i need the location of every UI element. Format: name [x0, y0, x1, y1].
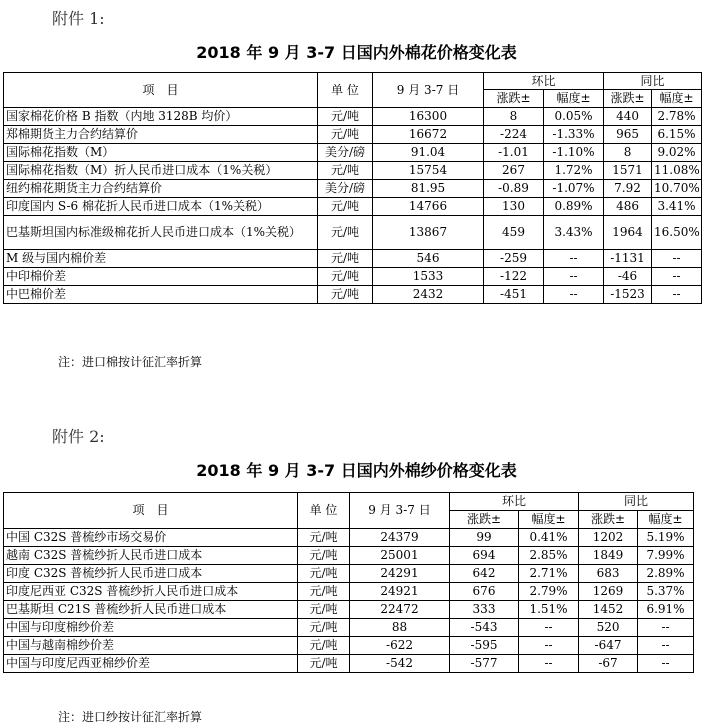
row-item-name: M 级与国内棉价差 [4, 250, 318, 268]
row-unit: 元/吨 [298, 655, 350, 673]
row-yoy-pct: -- [638, 655, 694, 673]
row-price: 25001 [350, 547, 450, 565]
header-mom-change: 涨跌± [484, 90, 544, 108]
row-mom-change: 267 [484, 162, 544, 180]
row-mom-change: 694 [450, 547, 519, 565]
row-yoy-pct: -- [652, 268, 702, 286]
row-yoy-pct: -- [638, 637, 694, 655]
row-yoy-pct: 10.70% [652, 180, 702, 198]
row-unit: 元/吨 [318, 126, 373, 144]
row-unit: 元/吨 [298, 583, 350, 601]
row-yoy-pct: 5.37% [638, 583, 694, 601]
row-item-name: 郑棉期货主力合约结算价 [4, 126, 318, 144]
row-yoy-pct: -- [652, 286, 702, 304]
table-row [4, 180, 702, 198]
row-unit: 元/吨 [298, 601, 350, 619]
header-date: 9 月 3-7 日 [350, 493, 450, 529]
cotton-table-body [4, 108, 702, 304]
row-item-name: 中印棉价差 [4, 268, 318, 286]
row-price: 546 [373, 250, 484, 268]
header-yoy-change: 涨跌± [579, 511, 638, 529]
attachment-2-label: 附件 2: [52, 427, 105, 446]
row-item-name: 巴基斯坦 C21S 普梳纱折人民币进口成本 [4, 601, 298, 619]
row-yoy-change: -1523 [604, 286, 652, 304]
row-yoy-change: 965 [604, 126, 652, 144]
row-yoy-change: 1964 [604, 216, 652, 250]
row-mom-change: -1.01 [484, 144, 544, 162]
row-mom-pct: -1.10% [544, 144, 604, 162]
row-unit: 美分/磅 [318, 144, 373, 162]
row-yoy-change: 1849 [579, 547, 638, 565]
row-mom-pct: -- [544, 268, 604, 286]
cotton-table-note: 注：进口棉按计征汇率折算 [58, 355, 203, 369]
row-mom-change: -451 [484, 286, 544, 304]
yarn-table-body [4, 529, 694, 673]
row-mom-pct: -- [519, 655, 579, 673]
row-yoy-change: 8 [604, 144, 652, 162]
row-yoy-change: -46 [604, 268, 652, 286]
row-price: 1533 [373, 268, 484, 286]
table-row [4, 619, 694, 637]
row-price: 22472 [350, 601, 450, 619]
row-yoy-change: 1202 [579, 529, 638, 547]
row-yoy-pct: 2.78% [652, 108, 702, 126]
yarn-table-title: 2018 年 9 月 3-7 日国内外棉纱价格变化表 [196, 461, 517, 480]
row-mom-change: 130 [484, 198, 544, 216]
header-mom: 环比 [450, 493, 579, 511]
row-yoy-pct: 5.19% [638, 529, 694, 547]
row-yoy-change: 440 [604, 108, 652, 126]
row-price: -542 [350, 655, 450, 673]
row-price: 88 [350, 619, 450, 637]
row-mom-pct: 2.79% [519, 583, 579, 601]
row-price: 81.95 [373, 180, 484, 198]
row-yoy-change: -1131 [604, 250, 652, 268]
row-mom-change: -259 [484, 250, 544, 268]
row-unit: 元/吨 [318, 108, 373, 126]
row-yoy-change: 1452 [579, 601, 638, 619]
row-mom-pct: -- [519, 637, 579, 655]
cotton-price-table [3, 72, 702, 304]
row-price: 13867 [373, 216, 484, 250]
table-row [4, 637, 694, 655]
row-item-name: 国家棉花价格 B 指数（内地 3128B 均价） [4, 108, 318, 126]
row-yoy-change: 1571 [604, 162, 652, 180]
row-item-name: 国际棉花指数（M）折人民币进口成本（1%关税） [4, 162, 318, 180]
row-unit: 元/吨 [298, 565, 350, 583]
yarn-table-note: 注：进口纱按计征汇率折算 [58, 710, 203, 724]
table-row [4, 162, 702, 180]
row-mom-change: -122 [484, 268, 544, 286]
row-item-name: 国际棉花指数（M） [4, 144, 318, 162]
row-item-name: 中国 C32S 普梳纱市场交易价 [4, 529, 298, 547]
row-mom-pct: 0.05% [544, 108, 604, 126]
row-mom-change: -595 [450, 637, 519, 655]
row-item-name: 印度国内 S-6 棉花折人民币进口成本（1%关税） [4, 198, 318, 216]
row-unit: 元/吨 [298, 637, 350, 655]
cotton-table-title: 2018 年 9 月 3-7 日国内外棉花价格变化表 [196, 43, 517, 62]
row-mom-change: -0.89 [484, 180, 544, 198]
row-mom-change: 99 [450, 529, 519, 547]
table-row [4, 547, 694, 565]
row-yoy-pct: 7.99% [638, 547, 694, 565]
row-yoy-change: -647 [579, 637, 638, 655]
table-row [4, 529, 694, 547]
header-yoy: 同比 [579, 493, 694, 511]
header-unit: 单 位 [298, 493, 350, 529]
row-item-name: 印度尼西亚 C32S 普梳纱折人民币进口成本 [4, 583, 298, 601]
table-row [4, 126, 702, 144]
table-row [4, 583, 694, 601]
row-yoy-pct: 6.91% [638, 601, 694, 619]
yarn-price-table [3, 492, 694, 673]
row-yoy-change: -67 [579, 655, 638, 673]
header-yoy-change: 涨跌± [604, 90, 652, 108]
row-mom-pct: 2.85% [519, 547, 579, 565]
row-yoy-change: 1269 [579, 583, 638, 601]
row-price: 15754 [373, 162, 484, 180]
row-price: 16300 [373, 108, 484, 126]
header-yoy-pct: 幅度± [638, 511, 694, 529]
row-yoy-pct: 6.15% [652, 126, 702, 144]
table-row [4, 268, 702, 286]
row-item-name: 中国与印度尼西亚棉纱价差 [4, 655, 298, 673]
row-unit: 元/吨 [318, 198, 373, 216]
row-unit: 元/吨 [298, 547, 350, 565]
table-row [4, 655, 694, 673]
row-item-name: 印度 C32S 普梳纱折人民币进口成本 [4, 565, 298, 583]
row-mom-change: 333 [450, 601, 519, 619]
row-yoy-change: 486 [604, 198, 652, 216]
header-item: 项 目 [4, 73, 318, 108]
table-row [4, 250, 702, 268]
row-mom-change: -577 [450, 655, 519, 673]
row-price: 2432 [373, 286, 484, 304]
row-mom-change: 676 [450, 583, 519, 601]
row-mom-change: -224 [484, 126, 544, 144]
header-mom-change: 涨跌± [450, 511, 519, 529]
row-item-name: 巴基斯坦国内标准级棉花折人民币进口成本（1%关税） [4, 216, 318, 250]
row-mom-change: 642 [450, 565, 519, 583]
header-yoy-pct: 幅度± [652, 90, 702, 108]
row-price: -622 [350, 637, 450, 655]
row-yoy-pct: 3.41% [652, 198, 702, 216]
header-yoy: 同比 [604, 73, 702, 90]
row-mom-pct: -1.07% [544, 180, 604, 198]
row-yoy-pct: 2.89% [638, 565, 694, 583]
row-mom-pct: 1.51% [519, 601, 579, 619]
header-unit: 单 位 [318, 73, 373, 108]
row-mom-pct: 2.71% [519, 565, 579, 583]
row-mom-pct: -- [544, 286, 604, 304]
row-unit: 元/吨 [318, 268, 373, 286]
header-item: 项 目 [4, 493, 298, 529]
row-mom-pct: -1.33% [544, 126, 604, 144]
header-mom-pct: 幅度± [544, 90, 604, 108]
attachment-1-label: 附件 1: [52, 9, 105, 28]
row-yoy-change: 520 [579, 619, 638, 637]
row-unit: 元/吨 [298, 619, 350, 637]
row-yoy-pct: 11.08% [652, 162, 702, 180]
table-row [4, 198, 702, 216]
row-mom-change: 8 [484, 108, 544, 126]
row-price: 16672 [373, 126, 484, 144]
row-unit: 元/吨 [318, 162, 373, 180]
header-mom: 环比 [484, 73, 604, 90]
header-mom-pct: 幅度± [519, 511, 579, 529]
row-mom-change: 459 [484, 216, 544, 250]
table-row [4, 601, 694, 619]
row-price: 91.04 [373, 144, 484, 162]
row-mom-pct: 0.41% [519, 529, 579, 547]
row-yoy-pct: -- [638, 619, 694, 637]
row-unit: 元/吨 [298, 529, 350, 547]
row-price: 24379 [350, 529, 450, 547]
row-mom-pct: 3.43% [544, 216, 604, 250]
row-yoy-change: 7.92 [604, 180, 652, 198]
row-mom-pct: -- [544, 250, 604, 268]
header-date: 9 月 3-7 日 [373, 73, 484, 108]
table-row [4, 144, 702, 162]
row-item-name: 纽约棉花期货主力合约结算价 [4, 180, 318, 198]
row-mom-pct: 0.89% [544, 198, 604, 216]
row-unit: 元/吨 [318, 250, 373, 268]
table-row [4, 108, 702, 126]
row-item-name: 中国与越南棉纱价差 [4, 637, 298, 655]
row-unit: 元/吨 [318, 216, 373, 250]
row-mom-pct: 1.72% [544, 162, 604, 180]
row-yoy-change: 683 [579, 565, 638, 583]
table-row [4, 286, 702, 304]
table-row [4, 565, 694, 583]
row-item-name: 越南 C32S 普梳纱折人民币进口成本 [4, 547, 298, 565]
row-item-name: 中巴棉价差 [4, 286, 318, 304]
row-unit: 美分/磅 [318, 180, 373, 198]
row-unit: 元/吨 [318, 286, 373, 304]
row-price: 24291 [350, 565, 450, 583]
row-mom-change: -543 [450, 619, 519, 637]
row-yoy-pct: 9.02% [652, 144, 702, 162]
table-row [4, 216, 702, 250]
row-yoy-pct: -- [652, 250, 702, 268]
row-price: 14766 [373, 198, 484, 216]
row-mom-pct: -- [519, 619, 579, 637]
row-price: 24921 [350, 583, 450, 601]
row-item-name: 中国与印度棉纱价差 [4, 619, 298, 637]
row-yoy-pct: 16.50% [652, 216, 702, 250]
